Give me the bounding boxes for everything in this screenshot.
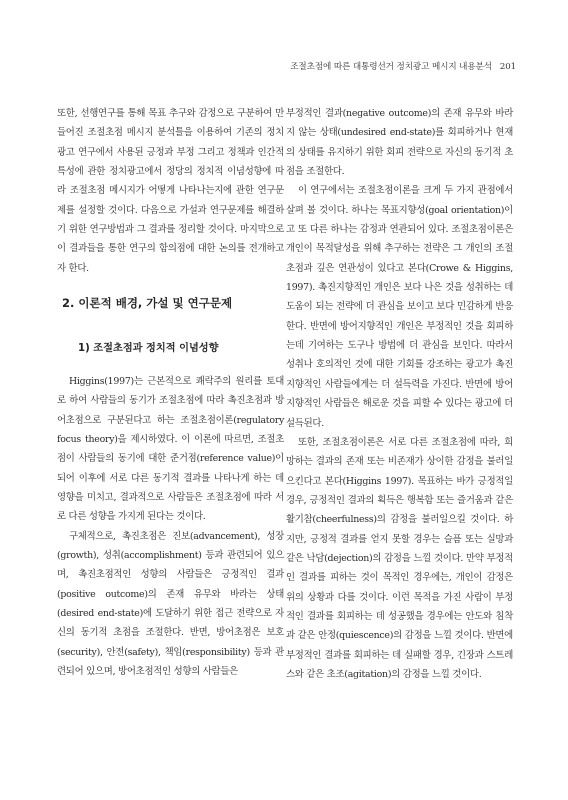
- left-column-body: [57, 372, 284, 682]
- page-number: 201: [499, 62, 516, 72]
- section-heading: 2. 이론적 배경, 가설 및 연구문제: [62, 296, 233, 310]
- left-column-top: [57, 104, 284, 278]
- intro-paragraph: 또한, 선행연구를 통해 목표 추구와 감정으로 구분하여 만들어진 조절초점 메시지 분석틀을 이용하여 기존의 정치광고 연구에서 사용된 긍정과 부정 그리고 정책과 인간적 특성에 관한 정치광고에서 정당의 정치적 이념성향에 따라 조절초점 메시지가 어떻게 나타나는지에 관한 연구문제를 설정할 것이다. 다음으로 가설과 연구문제를 해결하기 위한 연구방법과 그 결과를 정리할 것이다. 마지막으로 이 결과들을 통한 연구의 함의점에 대한 논의를 전개하고자 한다.: [57, 108, 284, 274]
- body-paragraph: 부정적인 결과(negative outcome)의 존재 유무와 바라지 않는 상태(undesired end-state)를 회피하거나 현재의 상태를 유지하기 위한 회피 전략으로 자신의 동기적 초점을 조절한다.: [286, 108, 513, 178]
- body-paragraph: Higgins(1997)는 근본적으로 쾌락주의 원리를 토대로 하여 사람들의 동기가 조절초점에 따라 촉진초점과 방어초점으로 구분된다고 하는 조절초점이론(regulatory focus theory)을 제시하였다. 이 이론에 따르면, 조절초점이 사람들의 동기에 대한 준거점(reference value)이 되어 이후에 서로 다른 동기적 결과를 나타나게 하는 데 영향을 미치고, 결과적으로 사람들은 조절초점에 따라 서로 다른 성향을 가지게 된다는 것이다.: [57, 376, 284, 523]
- running-title: 조절초점에 따른 대통령선거 정치광고 메시지 내용분석: [290, 62, 492, 72]
- right-column: [286, 104, 513, 684]
- subsection-heading: 1) 조절초점과 정치적 이념성향: [78, 343, 219, 354]
- body-paragraph: 이 연구에서는 조절초점이론을 크게 두 가지 관점에서 살펴 볼 것이다. 하나는 목표지향성(goal orientation)이고 또 다른 하나는 감정과 연관되어 있다. 조절초점이론은 개인이 목적달성을 위해 추구하는 전략은 그 개인의 조절초점과 깊은 연관성이 있다고 본다(Crowe & Higgins, 1997). 촉진지향적인 개인은 보다 나은 것을 성취하는 데 도움이 되는 전략에 더 관심을 보이고 보다 민감하게 반응한다. 반면에 방어지향적인 개인은 부정적인 것을 회피하는데 기여하는 도구나 방법에 더 관심을 보인다. 따라서 성취나 호의적인 것에 대한 기회를 강조하는 광고가 촉진지향적인 사람들에게는 더 설득력을 가진다. 반면에 방어지향적인 사람들은 해로운 것을 피할 수 있다는 광고에 더 설득된다.: [286, 185, 513, 429]
- running-header: [290, 60, 516, 72]
- body-paragraph: 구체적으로, 촉진초점은 진보(advancement), 성장(growth), 성취(accomplishment) 등과 관련되어 있으며, 촉진초점적인 성향의 사람들은 긍정적인 결과(positive outcome)의 존재 유무와 바라는 상태(desired end-state)에 도달하기 위한 접근 전략으로 자신의 동기적 초점을 조절한다. 반면, 방어초점은 보호(security), 안전(safety), 책임(responsibility) 등과 관련되어 있으며, 방어초점적인 성향의 사람들은: [57, 530, 284, 678]
- body-paragraph: 또한, 조절초점이론은 서로 다른 조절초점에 따라, 희망하는 결과의 존재 또는 비존재가 상이한 감정을 불러일으킨다고 본다(Higgins 1997). 목표하는 바가 긍정적일 경우, 긍정적인 결과의 획득은 행복함 또는 즐거움과 같은 활기참(cheerfulness)의 감정을 불러일으킬 것이다. 하지만, 긍정적 결과를 얻지 못할 경우는 슬픔 또는 실망과 같은 낙담(dejection)의 감정을 느낄 것이다. 만약 부정적인 결과를 피하는 것이 목적인 경우에는, 개인이 감정은 위의 상황과 다를 것이다. 이런 목적을 가진 사람이 부정적인 결과를 회피하는 데 성공했을 경우에는 안도와 침착과 같은 안정(quiescence)의 감정을 느낄 것이다. 반면에 부정적인 결과를 회피하는 데 실패할 경우, 긴장과 스트레스와 같은 초조(agitation)의 감정을 느낄 것이다.: [286, 436, 513, 680]
